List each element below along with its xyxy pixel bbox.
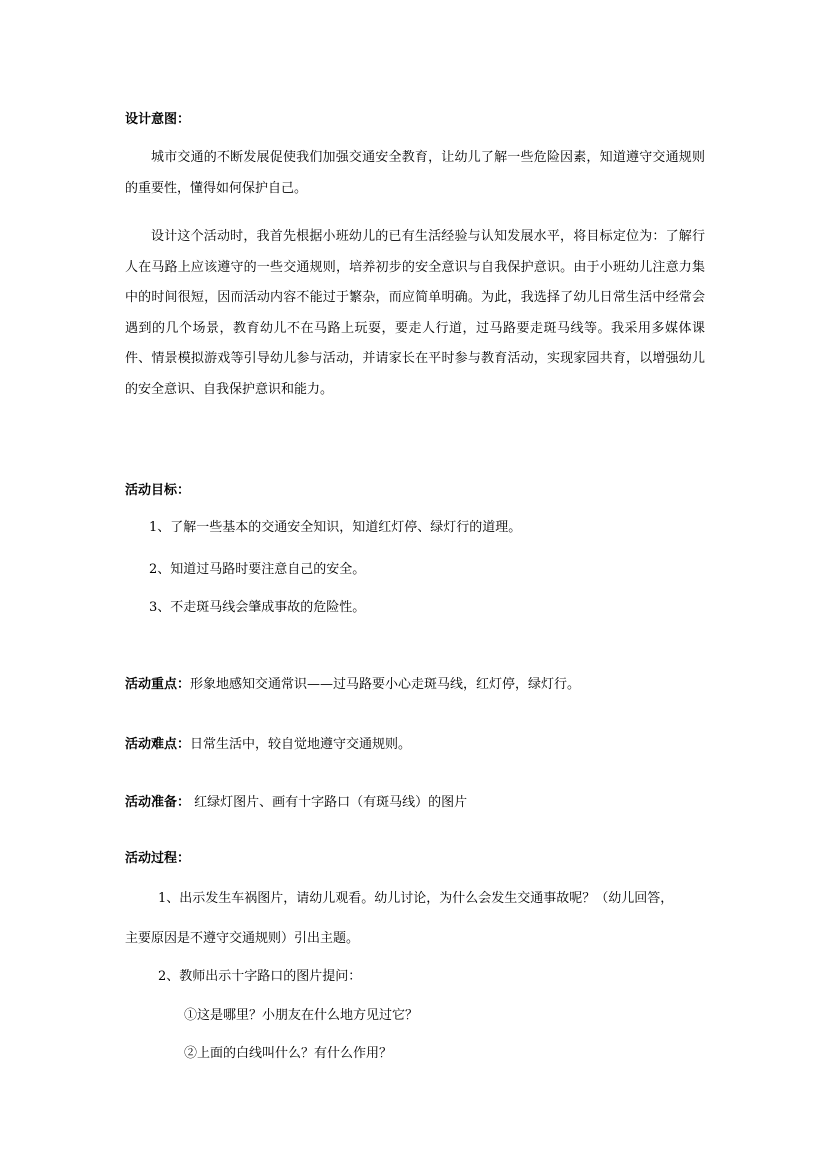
design-intent-paragraph-1: 城市交通的不断发展促使我们加强交通安全教育，让幼儿了解一些危险因素，知道遵守交通规则的重要性，懂得如何保护自己。 bbox=[125, 150, 705, 196]
key-point-line bbox=[125, 675, 580, 695]
difficulty-label: 活动难点： bbox=[125, 737, 191, 752]
process-step-1-line-1: 1、出示发生车祸图片，请幼儿观看。幼儿讨论，为什么会发生交通事故呢？（幼儿回答， bbox=[158, 891, 674, 906]
design-intent-paragraph-2: 设计这个活动时，我首先根据小班幼儿的已有生活经验与认知发展水平，将目标定位为：了解行人在马路上应该遵守的一些交通规则，培养初步的安全意识与自我保护意识。由于小班幼儿注意力集中的时间很短，因而活动内容不能过于繁杂，而应简单明确。为此，我选择了幼儿日常生活中经常会遇到的几个场景，教育幼儿不在马路上玩耍，要走人行道，过马路要走斑马线等。我采用多媒体课件、情景模拟游戏等引导幼儿参与活动，并请家长在平时参与教育活动，实现家园共育，以增强幼儿的安全意识、自我保护意识和能力。 bbox=[125, 229, 705, 397]
key-point-label: 活动重点： bbox=[125, 677, 191, 692]
difficulty-line bbox=[125, 735, 411, 755]
preparation-label: 活动准备： bbox=[125, 795, 191, 810]
process-heading: 活动过程： bbox=[125, 851, 191, 866]
key-point-text: 形象地感知交通常识——过马路要小心走斑马线，红灯停，绿灯行。 bbox=[190, 677, 581, 692]
preparation-text: 红绿灯图片、画有十字路口（有斑马线）的图片 bbox=[190, 795, 468, 810]
goal-item-1: 1、了解一些基本的交通安全知识，知道红灯停、绿灯行的道理。 bbox=[149, 520, 522, 535]
design-intent-heading: 设计意图： bbox=[125, 112, 191, 127]
process-step-2: 2、教师出示十字路口的图片提问： bbox=[158, 969, 362, 984]
goal-item-2: 2、知道过马路时要注意自己的安全。 bbox=[149, 562, 366, 577]
preparation-line bbox=[125, 793, 467, 813]
process-step-1-line-2: 主要原因是不遵守交通规则）引出主题。 bbox=[125, 931, 360, 946]
goals-heading: 活动目标： bbox=[125, 483, 191, 498]
goal-item-3: 3、不走斑马线会肇成事故的危险性。 bbox=[149, 600, 366, 615]
difficulty-text: 日常生活中，较自觉地遵守交通规则。 bbox=[190, 737, 412, 752]
process-question-1: ①这是哪里？小朋友在什么地方见过它？ bbox=[184, 1008, 419, 1023]
process-question-2: ②上面的白线叫什么？有什么作用？ bbox=[184, 1046, 393, 1061]
